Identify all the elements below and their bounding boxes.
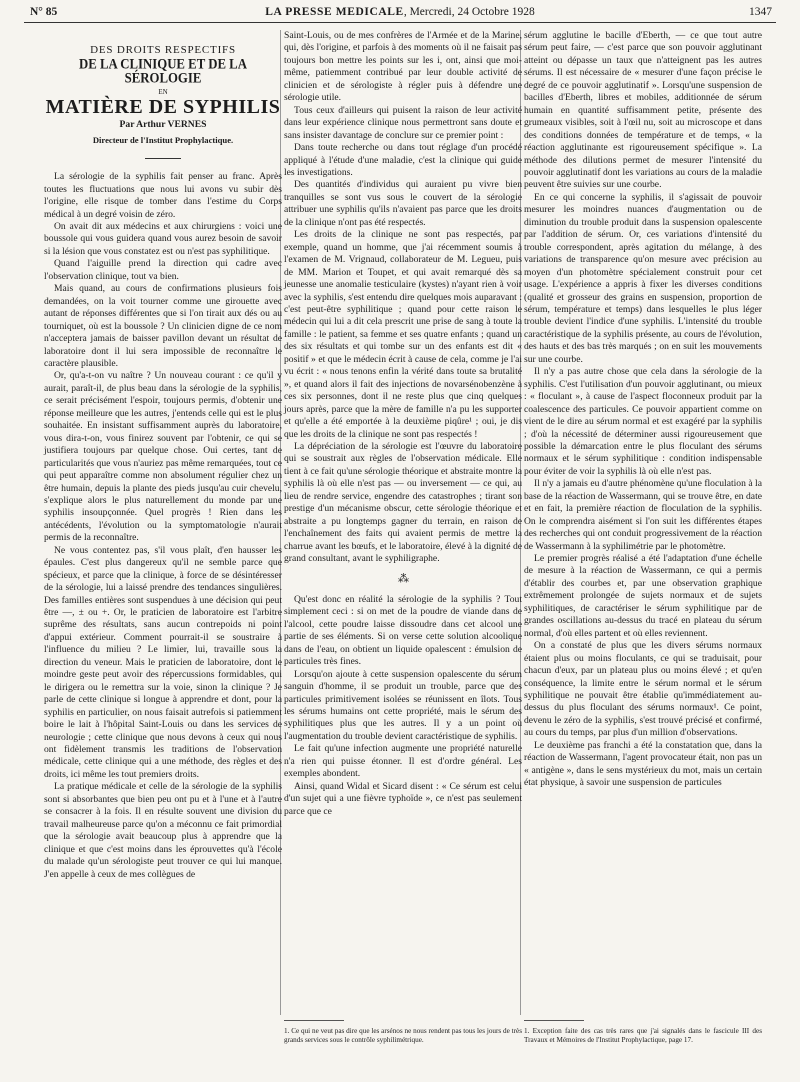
footnote-rule — [524, 1020, 584, 1021]
paragraph: Le premier progrès réalisé a été l'adaptation d'une échelle de mesure à la réaction de Wassermann, ce qui a permis d'établir des courbes et, par une observation graphique extrêmement prolongée de sujets normaux et de sujets syphilitiques, de caractériser le sérum syphilitique par de grandes oscillations au-dessus du tracé en plateau du sérum normal, d'où elles partent et où elles reviennent. — [524, 553, 762, 639]
paragraph: Lorsqu'on ajoute à cette suspension opalescente du sérum sanguin d'homme, il se produit un trouble, parce que des particules primitivement isolées se réunissent en îlots. Tous les sérums humains ont cette propriété, mais le sérum des syphilitiques plus que les autres. Il y a un point où l'augmentation du trouble devient caractéristique de syphilis. — [284, 668, 522, 742]
paragraph: Les droits de la clinique ne sont pas respectés, par exemple, quand un homme, que j'ai récemment soumis à l'examen de M. Vrignaud, collaborateur de M. Legueu, puis de MM. Marion et Toupet, et qui avait remarqué dès sa jeunesse une anomalie testiculaire (kystes) n'ayant rien à voir avec la syphilis, s'est entendu dire quelques mois auparavant : c'est peut-être syphilitique ; quand pour cette raison le médecin qui lui a dit cela prescrit une prise de sang à toute la famille : le patient, sa femme et ses quatre enfants ; quand un des six résultats et qui tombe sur un des enfants est dit « positif » et que le médecin écrit à cause de cela, comme je l'ai vu écrit : « nous tenons enfin la vérité dans toute sa brutalité », et quand alors il fait des injections de novarsénobenzène à ces six personnes, dont il ne reste plus que cinq quelques jours après, parce que la mère de famille n'a pu les supporter et qu'elle a été emportée à la deuxième piqûre¹ ; oui, je dis que les droits de la clinique ne sont pas respectés ! — [284, 229, 522, 440]
article-title-line1: DE LA CLINIQUE ET DE LA SÉROLOGIE — [79, 56, 247, 87]
paragraph: Il n'y a jamais eu d'autre phénomène qu'une floculation à la base de la réaction de Wassermann, qui se trouve être, en date et en fait, la première réaction de floculation de la syphilis. On le comprendra aisément si l'on suit les différentes étapes des recherches qui ont conduit progressivement de la réaction de Wassermann à la syphilimétrie par le photomètre. — [524, 478, 762, 552]
paragraph: La sérologie de la syphilis fait penser au franc. Après toutes les fluctuations que nous lui avons vu subir dès l'origine, elle risque de tomber dans l'estime du Corps médical à un degré voisin de zéro. — [44, 171, 282, 220]
paragraph: Or, qu'a-t-on vu naître ? Un nouveau courant : ce qu'il y aurait, paraît-il, de plus beau dans la sérologie de la syphilis, ce serait précisément l'espoir, toujours permis, d'obtenir une réponse meilleure que les autres, j'entends celle qui est le plus souhaitée. En insistant suffisamment auprès du laboratoire, vous dira-t-on, vous finirez souvent par l'obtenir, ce qui se justifiera toujours par quelque chose. Oui certes, tant de particularités que vous n'auriez pas même remarquées, tout ce qui peut apparaître comme non absolument régulier chez un être humain, depuis la plante des pieds jusqu'au cuir chevelu, s'explique alors le plus naturellement du monde par une syphilis insoupçonnée. Quel progrès ! Rien dans les antécédents, l'évolution ou la symptomatologie n'aurait permis de la reconnaître. — [44, 370, 282, 544]
issue-date: , Mercredi, 24 Octobre 1928 — [403, 6, 535, 18]
paragraph: Le fait qu'une infection augmente une propriété naturelle n'a rien qui puisse étonner. Il est d'ordre général. Les exemples abondent. — [284, 743, 522, 780]
header-rule — [24, 22, 776, 23]
footnote: 1. Exception faite des cas très rares que j'ai signalés dans le fascicule III des Travaux et Mémoires de l'Institut Prophylactique, page 17. — [524, 1027, 762, 1044]
footnote-block — [524, 1012, 762, 1045]
paragraph: On avait dit aux médecins et aux chirurgiens : voici une boussole qui vous guidera quand vous aurez besoin de savoir si la lésion que vous constatez est ou n'est pas syphilitique. — [44, 220, 282, 257]
article-title-connector: EN — [158, 88, 168, 97]
section-break-asterism: ⁂ — [398, 573, 408, 586]
page-number: 1347 — [749, 6, 772, 18]
paragraph: Ainsi, quand Widal et Sicard disent : « Ce sérum est celui d'un sujet qui a une fièvre typhoïde », ce n'est pas seulement parce que ce — [284, 780, 522, 817]
article-heading — [44, 44, 282, 159]
paragraph: Le deuxième pas franchi a été la constatation que, dans la réaction de Wassermann, l'agent provocateur était, non pas un « antigène », dans le sens mystérieux du mot, mais un certain état physique, à savoir une suspension de particules — [524, 739, 762, 789]
running-header — [24, 4, 776, 22]
paragraph: Il n'y a pas autre chose que cela dans la sérologie de la syphilis. C'est l'utilisation d'un pouvoir agglutinant, ou mieux : « floculant », à cause de l'aspect floconneux produit par la coalescence des particules. Ce pouvoir appartient comme on vient de le dire au sérum normal et est exagéré par la syphilis ; d'où la nécessité de déterminer aussi rigoureusement que possible la démarcation entre le plus floculant des sérums normaux et le sérum syphilitique : condition indispensable pour éviter de voir la syphilis là où elle n'est pas. — [524, 366, 762, 477]
paragraph: La pratique médicale et celle de la sérologie de la syphilis sont si absorbantes que bien peu ont pu et à l'une et à l'autre se consacrer à la fois. Il en résulte souvent une division du travail malheureuse parce qu'on a méconnu ce fait primordial que la sérologie avait beaucoup plus à apprendre que la clinique et que c'est moins dans les éprouvettes qu'à l'école du malade qu'un sérologiste peut trouver ce qui lui manque. J'en appelle à ceux de mes collègues de — [44, 781, 282, 880]
journal-title — [24, 6, 776, 18]
heading-divider — [145, 158, 181, 159]
paragraph: sérum agglutine le bacille d'Eberth, — ce que tout autre sérum peut faire, — c'est parce que son pouvoir agglutinant atteint ou dépasse un taux que n'atteignent pas les autres sérums. Il est nécessaire de « mesurer d'une façon précise le degré de ce pouvoir agglutinatif ». Lorsqu'une suspension de bacilles d'Eberth, libres et mobiles, additionnée de sérum humain en quantité suffisamment petite, présente des grumeaux visibles, soit à l'œil nu, soit au microscope et dans des conditions données de température et de temps, « la réaction agglutinante est rigoureusement spécifique ». La méthode des dilutions permet de mesurer l'intensité du pouvoir agglutinatif dont les variations au cours de la maladie peuvent être suivies sur une courbe. — [524, 30, 762, 191]
paragraph: Quand l'aiguille prend la direction qui cadre avec l'observation clinique, tout va bien. — [44, 258, 282, 282]
column-1 — [44, 30, 282, 881]
footnote: 1. Ce qui ne veut pas dire que les arsénos ne nous rendent pas tous les jours de très grands services sous le contrôle syphilimétrique. — [284, 1027, 522, 1044]
paragraph: Dans toute recherche ou dans tout réglage d'un procédé appliqué à l'étude d'une maladie, c'est la clinique qui guide les investigations. — [284, 142, 522, 178]
article-author: Par Arthur VERNES — [119, 119, 207, 131]
paragraph: Tous ceux d'ailleurs qui puisent la raison de leur activité dans leur expérience clinique nous permettront sans doute et sans insister davantage de conclure sur ce premier point : — [284, 104, 522, 141]
column-2 — [284, 30, 522, 818]
column-3 — [524, 30, 762, 790]
issue-number: N° 85 — [30, 6, 58, 18]
journal-name: LA PRESSE MEDICALE — [265, 6, 404, 18]
paragraph: En ce qui concerne la syphilis, il s'agissait de pouvoir mesurer les moindres nuances d'augmentation ou de diminution du trouble produit dans la suspension opalescente par l'addition de sérum. Or, ces variations d'intensité du trouble correspondent, après agitation du mélange, à des variations de transparence qu'on mesure avec précision au moyen d'un photomètre spécialement construit pour cet usage. L'expérience a appris à fixer les diverses conditions (qualité et grosseur des grains en suspension, proportion de sérum, température et temps) dans lesquelles le plus léger trouble devient l'indice d'une syphilis. L'intensité du trouble caractéristique de la syphilis présente, au cours de l'évolution, des hauts et des bas très marqués ; on en suit les mouvements sur une courbe. — [524, 191, 762, 365]
paragraph: Saint-Louis, ou de mes confrères de l'Armée et de la Marine, qui, dès l'origine, et parfois à des moments où il ne faisait pas toujours bon mettre les points sur les i, ont, ainsi que moi-même, patiemment contribué par leur double activité de clinicien et de sérologiste à régler puis à défendre une sérologie utile. — [284, 30, 522, 104]
paragraph: Ne vous contentez pas, s'il vous plaît, d'en hausser les épaules. C'est plus dangereux qu'il ne semble parce que spécieux, et parce que la clinique, à force de se désintéresser de la sérologie, lui a laissé prendre des tendances singulières. Des familles entières sont suspendues à une décision qui peut être —, ± ou +. Or, le praticien de laboratoire est l'arbitre suprême des résultats, sans aucun contrepoids ni point d'appui extérieur. Comment pourrait-il se soustraire à l'influence du milieu ? Le limier, lui, travaille sous la direction du veneur. Mais le praticien de laboratoire, dont le moindre geste peut avoir des répercussions formidables, qui le dirigera ou le remettra sur la voie, sinon la clinique ? Je parle de cette clinique si longue à apprendre et dont, pour la syphilis en particulier, on nous faisait autrefois si patiemment boire le lait à l'hôpital Saint-Louis ou dans les services de neurologie ; cette clinique que nous devons à ceux qui nous ont fidèlement transmis les traditions de l'observation médicale, cette clinique qui a une méthode, des règles et des droits, ici même les tout premiers droits. — [44, 544, 282, 780]
paragraph: La dépréciation de la sérologie est l'œuvre du laboratoire qui se soustrait aux règles de l'observation médicale. Elle tient à ce fait qu'une sérologie théorique et abstraite montre la syphilis là où elle n'est pas — ou inversement — ce qui, au lieu de rendre service, engendre des catastrophes ; tirant son prestige d'un mécanisme obscur, cette sérologie théorique et abstraite a pu longtemps gagner du terrain, en raison de l'enchaînement des faits qui avaient permis de mettre la charrue avant les bœufs, et le laboratoire, élevé à la dignité de grand consultant, avant le syphiligraphe. — [284, 440, 522, 565]
article-kicker: DES DROITS RESPECTIFS — [90, 44, 236, 56]
paragraph: On a constaté de plus que les divers sérums normaux étaient plus ou moins floculants, ce qui se traduisait, pour chacun d'eux, par un plateau plus ou moins élevé ; et qu'en conséquence, la limite entre le sérum normal et le sérum syphilitique ne pouvait être établie qu'immédiatement au-dessus du plus floculant des sérums normaux¹. Ce point, devenu le zéro de la syphilis, s'est trouvé précisé et confirmé, au cours du temps, par plus d'un million d'observations. — [524, 640, 762, 739]
paragraph: Des quantités d'individus qui auraient pu vivre bien tranquilles se sont vus sous le couvert de la sérologie attribuer une syphilis qu'ils n'avaient pas parce que les droits de la clinique n'ont pas été respectés. — [284, 179, 522, 228]
footnote-block — [284, 1012, 522, 1045]
paragraph: Qu'est donc en réalité la sérologie de la syphilis ? Tout simplement ceci : si on met de la poudre de viande dans de l'alcool, cette poudre laisse dissoudre dans cet alcool une partie de ses éléments. Si on verse cette solution alcoolique dans de l'eau, on obtient un liquide opalescent : émulsion de particules très fines. — [284, 593, 522, 668]
paragraph: Mais quand, au cours de confirmations plusieurs fois demandées, on la voit tourner comme une girouette avec autant de réponses différentes que si l'on tirait aux dés ou au tourniquet, où est la boussole ? Un clinicien digne de ce nom n'acceptera jamais de baisser pavillon devant un résultat de laboratoire dont il lui sera impossible de reconnaître le caractère plausible. — [44, 283, 282, 369]
footnote-rule — [284, 1020, 344, 1021]
author-affiliation: Directeur de l'Institut Prophylactique. — [92, 134, 234, 145]
article-title-line2: MATIÈRE DE SYPHILIS — [45, 95, 281, 118]
